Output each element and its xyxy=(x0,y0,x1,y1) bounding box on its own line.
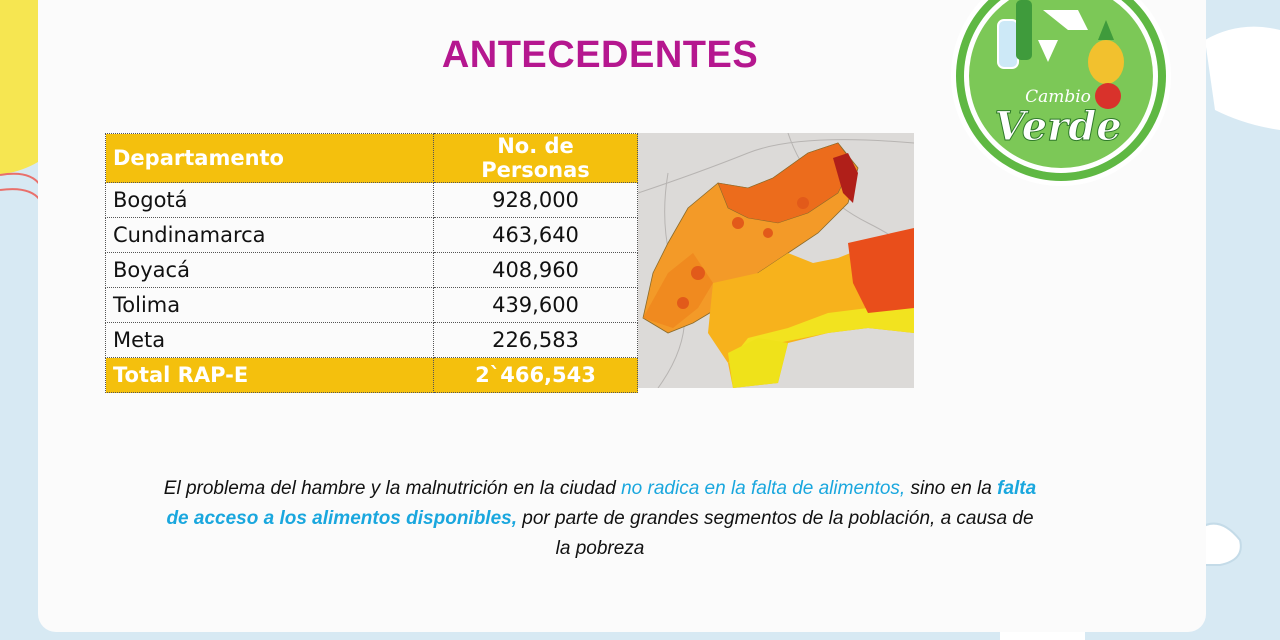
cell-personas: 463,640 xyxy=(434,218,638,253)
para-text: sino en la xyxy=(905,478,998,499)
cell-personas: 408,960 xyxy=(434,253,638,288)
logo-text-verde: Verde xyxy=(994,103,1122,150)
para-text: por parte de grandes segmentos de la población, a causa de la pobreza xyxy=(517,508,1034,559)
cell-departamento: Meta xyxy=(106,323,434,358)
table-total-row xyxy=(106,358,638,393)
population-table xyxy=(105,133,638,393)
para-text: El problema del hambre y la malnutrición en la ciudad xyxy=(163,478,622,499)
table-row xyxy=(106,218,638,253)
cell-personas: 439,600 xyxy=(434,288,638,323)
header-personas: No. de Personas xyxy=(434,134,638,183)
logo-text-cambio: Cambio xyxy=(1025,87,1091,107)
table-header-row xyxy=(106,134,638,183)
cell-personas: 226,583 xyxy=(434,323,638,358)
cell-departamento: Boyacá xyxy=(106,253,434,288)
sun-rays xyxy=(0,174,40,200)
header-departamento: Departamento xyxy=(106,134,434,183)
cell-departamento: Bogotá xyxy=(106,183,434,218)
table-row xyxy=(106,183,638,218)
problem-statement xyxy=(160,474,1040,564)
table-row xyxy=(106,323,638,358)
cambio-verde-logo xyxy=(948,0,1178,190)
cell-departamento: Cundinamarca xyxy=(106,218,434,253)
table-row xyxy=(106,253,638,288)
cloud-shape xyxy=(1205,27,1280,130)
region-map xyxy=(638,133,914,388)
para-highlight: no radica en la falta de alimentos, xyxy=(621,478,906,499)
cell-departamento: Tolima xyxy=(106,288,434,323)
para-highlight-bold: falta de acceso a los alimentos disponibles, xyxy=(166,478,1037,529)
total-label: Total RAP-E xyxy=(106,358,434,393)
total-value: 2`466,543 xyxy=(434,358,638,393)
cell-personas: 928,000 xyxy=(434,183,638,218)
slide-title: ANTECEDENTES xyxy=(441,34,759,76)
table-row xyxy=(106,288,638,323)
